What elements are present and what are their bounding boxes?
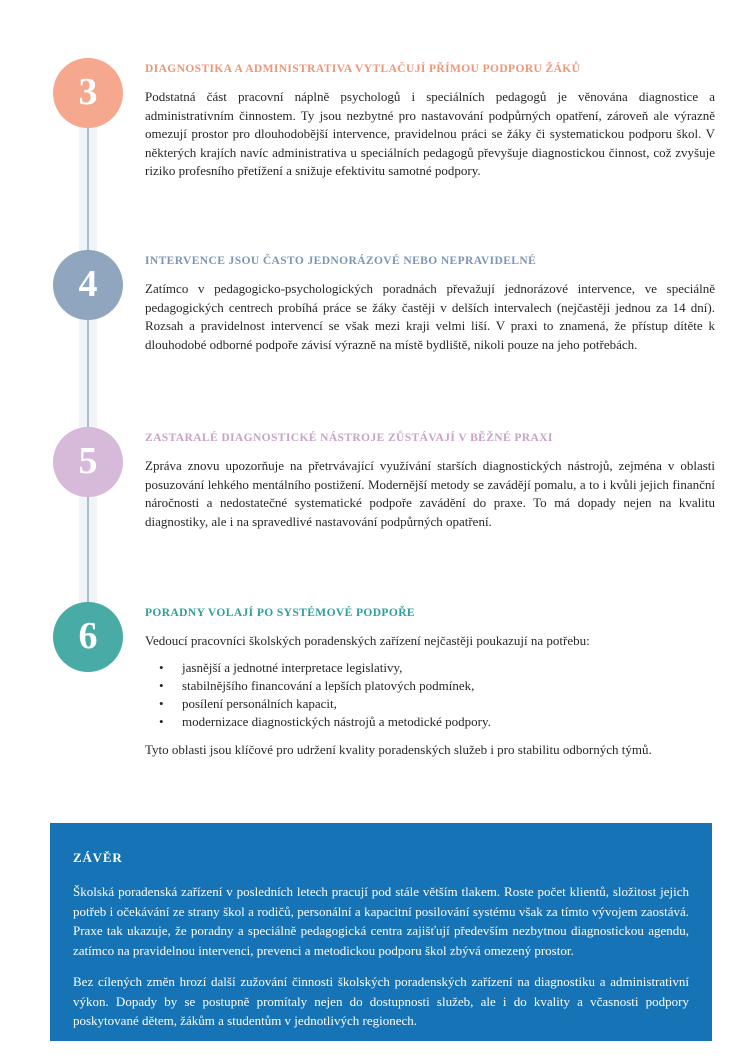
section-5-heading: ZASTARALÉ DIAGNOSTICKÉ NÁSTROJE ZŮSTÁVAJÍ V BĚŽNÉ PRAXI <box>145 432 553 444</box>
conclusion-paragraph-2: Bez cílených změn hrozí další zužování činnosti školských poradenských zařízení na diagnostiku a administrativní výkon. Dopady by se postupně promítaly nejen do dostupnosti služeb, ale i do kvality a včasnosti podpory poskytované dětem, žákům a studentům v jednotlivých regionech. <box>73 974 689 1028</box>
section-3-number-badge <box>53 58 123 128</box>
bullet-item <box>145 659 715 677</box>
section-6-number: 6 <box>78 615 98 657</box>
section-6-intro: Vedoucí pracovníci školských poradenských zařízení nejčastěji poukazují na potřebu: <box>145 633 590 648</box>
conclusion-paragraph-1: Školská poradenská zařízení v posledních letech pracují pod stále větším tlakem. Roste počet klientů, složitost jejich potřeb i očekávání ze strany škol a rodičů, personální a kapacitní posilování systému však za tímto vývojem zaostává. Praxe tak ukazuje, že poradny a speciálně pedagogická centra zajišťují především nezbytnou diagnostickou agendu, zatímco na pravidelnou intervenci, prevenci a metodickou podporu škol zbývá omezený prostor. <box>73 884 689 958</box>
section-5-number: 5 <box>78 440 98 482</box>
bullet-item <box>145 695 715 713</box>
section-5-content <box>145 432 715 531</box>
bullet-dot-icon: • <box>159 677 164 693</box>
section-4-number-badge <box>53 250 123 320</box>
conclusion-box <box>50 823 712 1041</box>
bullet-dot-icon: • <box>159 659 164 675</box>
section-6-heading: PORADNY VOLAJÍ PO SYSTÉMOVÉ PODPOŘE <box>145 607 415 619</box>
bullet-dot-icon: • <box>159 696 164 712</box>
section-4-number: 4 <box>78 263 98 305</box>
bullet-text: posílení personálních kapacit, <box>182 696 337 712</box>
section-4-heading: INTERVENCE JSOU ČASTO JEDNORÁZOVÉ NEBO NEPRAVIDELNÉ <box>145 255 537 267</box>
bullet-item <box>145 677 715 695</box>
bullet-item <box>145 713 715 731</box>
bullet-text: stabilnějšího financování a lepších platových podmínek, <box>182 677 475 693</box>
bullet-text: modernizace diagnostických nástrojů a metodické podpory. <box>182 714 491 730</box>
section-4-content <box>145 255 715 354</box>
timeline-connector-line <box>87 95 89 640</box>
section-5-number-badge <box>53 427 123 497</box>
section-3-heading: DIAGNOSTIKA A ADMINISTRATIVA VYTLAČUJÍ PŘÍMOU PODPORU ŽÁKŮ <box>145 63 581 75</box>
section-6-number-badge <box>53 602 123 672</box>
section-4-body: Zatímco v pedagogicko-psychologických poradnách převažují jednorázové intervence, ve speciálně pedagogických centrech probíhá práce se žáky častěji v delších intervalech (nejčastěji jednou za 14 dní). Rozsah a pravidelnost intervencí se však mezi kraji velmi liší. V praxi to znamená, že přístup dítěte k dlouhodobé odborné podpoře závisí výrazně na místě bydliště, nikoli pouze na jeho potřebách. <box>145 281 715 352</box>
bullet-text: jasnější a jednotné interpretace legislativy, <box>182 659 403 675</box>
section-5-body: Zpráva znovu upozorňuje na přetrvávající využívání starších diagnostických nástrojů, zejména v oblasti posuzování lehkého mentálního postižení. Modernější metody se zavádějí pomalu, a to i kvůli jejich finanční náročnosti a nedostatečné systematické podpoře zavádění do praxe. To má dopady nejen na kvalitu diagnostiky, ale i na spravedlivé nastavování podpůrných opatření. <box>145 458 715 529</box>
section-6-bullet-list <box>145 659 715 732</box>
bullet-dot-icon: • <box>159 714 164 730</box>
section-3-content <box>145 63 715 181</box>
section-3-body: Podstatná část pracovní náplně psychologů i speciálních pedagogů je věnována diagnostice a administrativním činnostem. Ty jsou nezbytné pro nastavování podpůrných opatření, zároveň ale výrazně omezují prostor pro dlouhodobější intervence, pravidelnou práci se žáky či systematickou podporu škol. V některých krajích navíc administrativa u speciálních pedagogů převyšuje diagnostickou činnost, což zvyšuje riziko profesního přetížení a snižuje efektivitu samotné podpory. <box>145 89 715 179</box>
section-6-content <box>145 607 715 759</box>
section-6-closing: Tyto oblasti jsou klíčové pro udržení kvality poradenských služeb i pro stabilitu odborných týmů. <box>145 741 652 757</box>
conclusion-title: ZÁVĚR <box>73 850 123 865</box>
section-3-number: 3 <box>78 71 98 113</box>
